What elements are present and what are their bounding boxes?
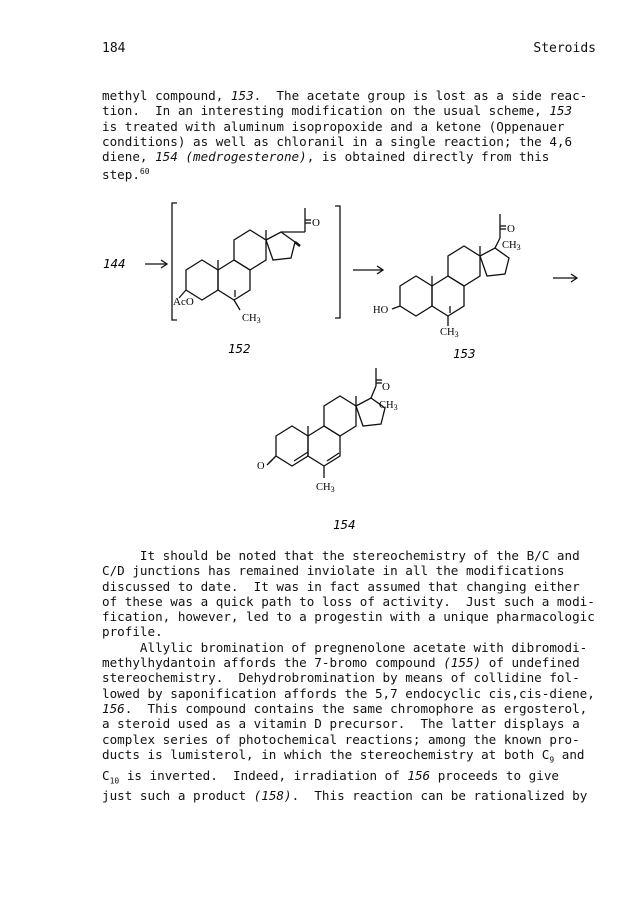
- text-line: [102, 88, 602, 103]
- citation-superscript: 60: [139, 167, 150, 177]
- text-run: discussed to date. It was in fact assumed that changing either: [102, 578, 580, 594]
- paragraph-1: [102, 88, 602, 183]
- structure-153: [392, 214, 509, 326]
- reaction-scheme: [95, 198, 595, 543]
- methyl-label-153: CH3: [440, 327, 459, 339]
- oxo-label-153: O: [507, 223, 515, 235]
- text-run: methyl compound,: [102, 88, 231, 103]
- text-run: ducts is lumisterol, in which the stereochemistry at both C: [102, 746, 550, 762]
- italic-reference: 156: [102, 700, 125, 716]
- italic-reference: (158): [253, 788, 292, 804]
- text-run: . The acetate group is lost as a side reac-: [253, 88, 588, 103]
- methyl-label-154: CH3: [316, 482, 335, 494]
- structure-154: [267, 368, 385, 478]
- text-line: [102, 609, 602, 624]
- text-line: [102, 701, 602, 716]
- oxo-label-154: O: [382, 381, 390, 393]
- text-run: . This compound contains the same chromophore as ergosterol,: [124, 700, 588, 716]
- text-line: [102, 624, 602, 639]
- text-line: [102, 670, 602, 685]
- text-line: [102, 732, 602, 747]
- text-line: [102, 655, 602, 670]
- italic-reference: 154 (medrogesterone): [155, 149, 307, 165]
- ketone-label-154: O: [257, 461, 265, 472]
- page-number: 184: [102, 41, 126, 56]
- text-line: [102, 788, 602, 803]
- text-run: . This reaction can be rationalized by: [291, 788, 588, 804]
- text-line: [102, 548, 602, 563]
- methyl17-label-153: CH3: [502, 240, 521, 252]
- text-run: of these was a quick path to loss of activity. Just such a modi-: [102, 593, 595, 609]
- text-run: diene,: [102, 149, 156, 165]
- start-compound-label: 144: [103, 256, 126, 271]
- text-run: step.: [102, 167, 140, 183]
- text-line: [102, 103, 602, 118]
- italic-reference: 156: [407, 767, 431, 783]
- text-line: [102, 149, 602, 164]
- structure-152: [179, 208, 311, 310]
- text-run: Allylic bromination of pregnenolone acetate with dibromodi-: [102, 639, 588, 655]
- text-run: conditions) as well as chloranil in a single reaction; the 4,6: [102, 133, 573, 149]
- text-line: [102, 716, 602, 731]
- text-run: fication, however, led to a progestin with a unique pharmacologic: [102, 609, 595, 625]
- text-line: [102, 119, 602, 134]
- text-run: of undefined: [481, 655, 580, 671]
- text-line: [102, 164, 602, 182]
- text-run: It should be noted that the stereochemistry of the B/C and: [102, 548, 580, 563]
- text-line: [102, 134, 602, 149]
- running-title: Steroids: [533, 41, 596, 56]
- text-run: C: [102, 767, 110, 783]
- italic-reference: 153: [230, 88, 254, 103]
- compound-label-153: 153: [453, 346, 476, 361]
- atom-subscript: 10: [109, 776, 120, 786]
- text-line: [102, 768, 602, 789]
- text-run: just such a product: [102, 788, 254, 804]
- text-run: C/D junctions has remained inviolate in all the modifications: [102, 563, 565, 579]
- text-line: [102, 579, 602, 594]
- text-line: [102, 747, 602, 768]
- text-run: , is obtained directly from this: [306, 149, 550, 165]
- text-run: proceeds to give: [430, 767, 560, 783]
- methyl17-label-154: CH3: [379, 400, 398, 412]
- text-line: [102, 640, 602, 655]
- text-run: methylhydantoin affords the 7-bromo compound: [102, 655, 444, 671]
- italic-reference: (155): [443, 655, 482, 671]
- text-line: [102, 563, 602, 578]
- text-line: [102, 594, 602, 609]
- acetoxy-label: AcO: [173, 296, 194, 308]
- atom-subscript: 9: [549, 755, 555, 765]
- bracket-right: [335, 206, 340, 318]
- text-run: stereochemistry. Dehydrobromination by means of collidine fol-: [102, 670, 580, 686]
- text-run: complex series of photochemical reactions; among the known pro-: [102, 731, 580, 747]
- text-run: is inverted. Indeed, irradiation of: [119, 767, 408, 783]
- paragraph-2: [102, 548, 602, 804]
- text-run: tion. In an interesting modification on the usual scheme,: [102, 103, 550, 119]
- text-run: is treated with aluminum isopropoxide and a ketone (Oppenauer: [102, 118, 565, 134]
- compound-label-152: 152: [228, 341, 251, 356]
- text-run: profile.: [102, 624, 163, 640]
- compound-label-154: 154: [333, 517, 356, 532]
- italic-reference: 153: [549, 103, 573, 119]
- text-run: a steroid used as a vitamin D precursor. The latter displays a: [102, 716, 580, 732]
- hydroxy-label: HO: [373, 305, 389, 316]
- methyl-label-152: CH3: [242, 313, 261, 325]
- text-run: and: [554, 746, 585, 762]
- oxo-label-152: O: [312, 217, 320, 229]
- text-run: lowed by saponification affords the 5,7 endocyclic cis,cis-diene,: [102, 685, 595, 701]
- text-line: [102, 686, 602, 701]
- reaction-scheme-drawing: [95, 198, 595, 543]
